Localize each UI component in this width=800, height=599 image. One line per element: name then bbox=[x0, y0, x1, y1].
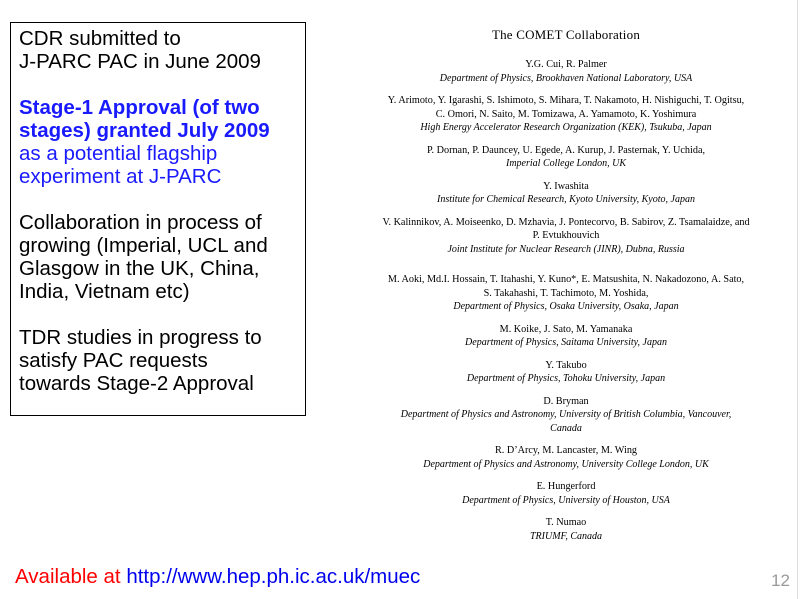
text-line: experiment at J-PARC bbox=[19, 165, 222, 188]
author-names: M. Koike, J. Sato, M. Yamanaka bbox=[499, 323, 633, 335]
approval-paragraph bbox=[19, 96, 305, 188]
institution: Imperial College London, UK bbox=[506, 158, 626, 169]
text-line: Collaboration in process of bbox=[19, 211, 262, 234]
text-line: Stage-1 Approval (of two bbox=[19, 96, 260, 119]
summary-box bbox=[10, 22, 306, 416]
author-names: T. Numao bbox=[545, 517, 587, 528]
institution: High Energy Accelerator Research Organization (KEK), Tsukuba, Japan bbox=[420, 122, 712, 133]
tdr-paragraph bbox=[19, 326, 305, 395]
author-group bbox=[336, 94, 796, 135]
institution: Department of Physics, Osaka University, Osaka, Japan bbox=[453, 301, 679, 312]
author-names: C. Omori, N. Saito, M. Tomizawa, A. Yamamoto, K. Yoshimura bbox=[435, 108, 697, 120]
institution: TRIUMF, Canada bbox=[529, 530, 603, 542]
author-names: Y.G. Cui, R. Palmer bbox=[525, 59, 607, 70]
text-line: growing (Imperial, UCL and bbox=[19, 234, 268, 257]
text-line: towards Stage-2 Approval bbox=[19, 372, 254, 395]
author-names: M. Aoki, Md.I. Hossain, T. Itahashi, Y. Kuno*, E. Matsushita, N. Nakadozono, A. Sato, bbox=[387, 274, 745, 285]
page-number: 12 bbox=[771, 571, 790, 590]
author-list bbox=[336, 27, 796, 552]
availability-line bbox=[15, 565, 420, 589]
collaboration-paragraph bbox=[19, 211, 305, 303]
author-names: P. Evtukhouvich bbox=[532, 230, 600, 241]
author-names: Y. Iwashita bbox=[543, 180, 589, 192]
text-line: TDR studies in progress to bbox=[19, 326, 262, 349]
muec-url-link[interactable]: http://www.hep.ph.ic.ac.uk/muec bbox=[126, 565, 421, 588]
institution: Canada bbox=[550, 422, 582, 434]
author-group bbox=[336, 444, 796, 471]
availability-label: Available at bbox=[15, 565, 127, 588]
institution: Institute for Chemical Research, Kyoto University, Kyoto, Japan bbox=[437, 194, 695, 205]
author-group bbox=[336, 58, 796, 85]
text-line: Glasgow in the UK, China, bbox=[19, 257, 260, 280]
author-group bbox=[336, 395, 796, 436]
author-group bbox=[336, 516, 796, 543]
document-title: The COMET Collaboration bbox=[491, 27, 641, 42]
institution: Joint Institute for Nuclear Research (JINR), Dubna, Russia bbox=[447, 243, 685, 255]
institution: Department of Physics, Brookhaven National Laboratory, USA bbox=[439, 72, 693, 84]
author-group bbox=[336, 180, 796, 207]
author-names: D. Bryman bbox=[543, 395, 589, 407]
institution: Department of Physics, Tohoku University, Japan bbox=[466, 373, 666, 384]
institution: Department of Physics and Astronomy, University College London, UK bbox=[423, 458, 709, 470]
author-names: E. Hungerford bbox=[536, 481, 596, 492]
text-line: India, Vietnam etc) bbox=[19, 280, 190, 303]
author-names: Y. Arimoto, Y. Igarashi, S. Ishimoto, S. Mihara, T. Nakamoto, H. Nishiguchi, T. Ogitsu, bbox=[387, 95, 745, 106]
author-group bbox=[336, 359, 796, 386]
institution: Department of Physics, Saitama University, Japan bbox=[465, 337, 667, 348]
author-group bbox=[336, 216, 796, 257]
text-line: CDR submitted to bbox=[19, 27, 181, 50]
text-line: as a potential flagship bbox=[19, 142, 218, 165]
author-names: Y. Takubo bbox=[545, 359, 587, 371]
text-line: J-PARC PAC in June 2009 bbox=[19, 50, 261, 73]
author-group bbox=[336, 480, 796, 507]
institution: Department of Physics, University of Houston, USA bbox=[462, 494, 670, 506]
author-group bbox=[336, 273, 796, 314]
author-group bbox=[336, 144, 796, 171]
author-names: P. Dornan, P. Dauncey, U. Egede, A. Kurup, J. Pasternak, Y. Uchida, bbox=[426, 144, 706, 156]
page-edge-divider bbox=[797, 0, 798, 599]
institution: Department of Physics and Astronomy, University of British Columbia, Vancouver, bbox=[400, 409, 732, 420]
cdr-paragraph bbox=[19, 27, 305, 73]
author-names: S. Takahashi, T. Tachimoto, M. Yoshida, bbox=[483, 287, 649, 299]
author-group bbox=[336, 323, 796, 350]
author-names: R. D’Arcy, M. Lancaster, M. Wing bbox=[494, 445, 638, 456]
text-line: stages) granted July 2009 bbox=[19, 119, 270, 142]
text-line: satisfy PAC requests bbox=[19, 349, 208, 372]
author-names: V. Kalinnikov, A. Moiseenko, D. Mzhavia, J. Pontecorvo, B. Sabirov, Z. Tsamalaidze, and bbox=[382, 216, 750, 228]
